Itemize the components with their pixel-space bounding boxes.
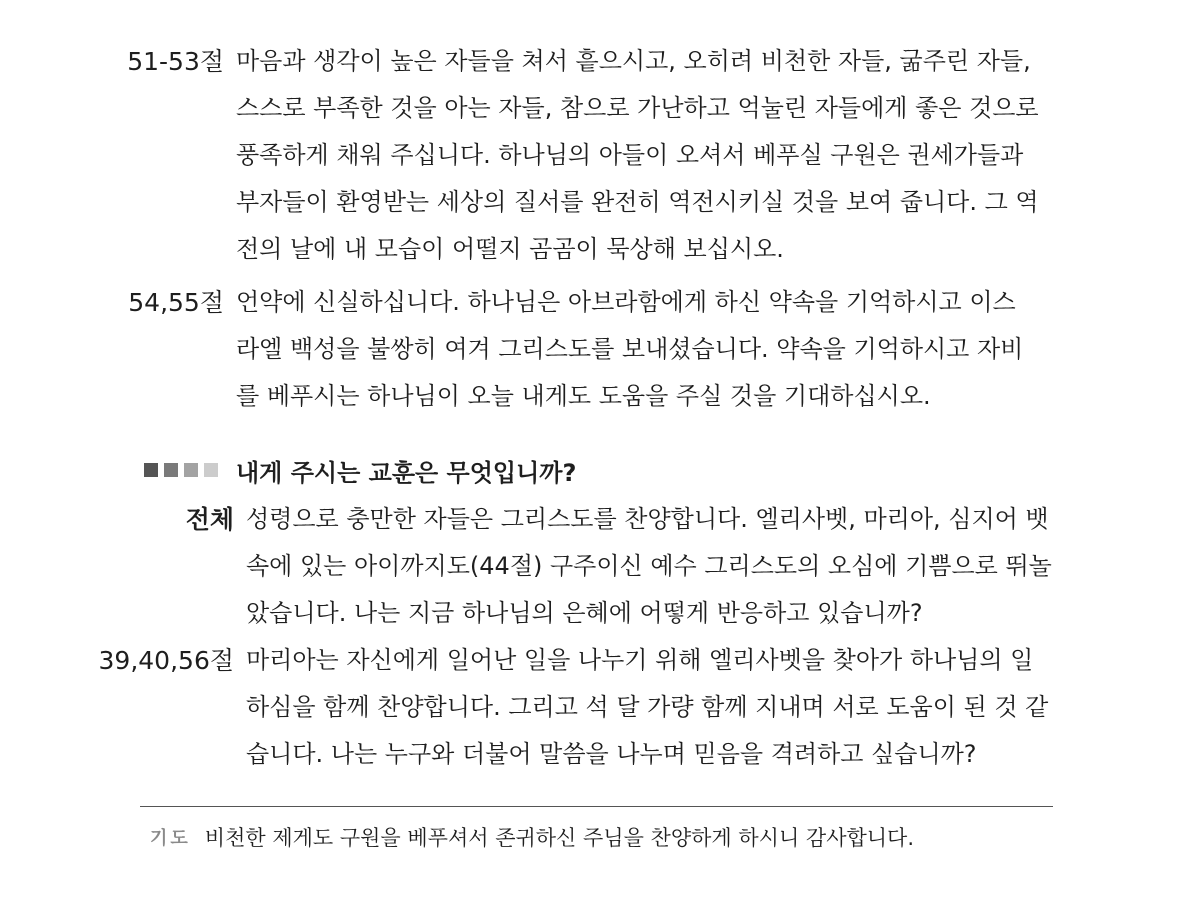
lesson-text: [246, 637, 1048, 778]
lesson-line: 속에 있는 아이까지도(44절) 구주이신 예수 그리스도의 오심에 기쁨으로 뛰놀: [246, 552, 1052, 580]
verse-commentary: [236, 38, 1039, 273]
commentary-line: 언약에 신실하십니다. 하나님은 아브라함에게 하신 약속을 기억하시고 이스: [236, 288, 1016, 316]
verse-reference: 51-53절: [127, 47, 224, 76]
commentary-line: 를 베푸시는 하나님이 오늘 내게도 도움을 주실 것을 기대하십시오.: [236, 382, 931, 410]
prayer-divider: [140, 806, 1053, 807]
lesson-line: 았습니다. 나는 지금 하나님의 은혜에 어떻게 반응하고 있습니까?: [246, 599, 923, 627]
lesson-reference: 39,40,56절: [98, 646, 234, 675]
verse-commentary: [236, 279, 1023, 420]
prayer: [150, 817, 914, 857]
commentary-line: 스스로 부족한 것을 아는 자들, 참으로 가난하고 억눌린 자들에게 좋은 것으로: [236, 94, 1039, 122]
section-heading: [144, 450, 576, 490]
commentary-line: 전의 날에 내 모습이 어떨지 곰곰이 묵상해 보십시오.: [236, 235, 784, 263]
section-heading-text: 내게 주시는 교훈은 무엇입니까?: [236, 458, 577, 487]
commentary-line: 라엘 백성을 불쌍히 여겨 그리스도를 보내셨습니다. 약속을 기억하시고 자비: [236, 335, 1024, 363]
commentary-line: 부자들이 환영받는 세상의 질서를 완전히 역전시키실 것을 보여 줍니다. 그 역: [236, 188, 1039, 216]
lesson-reference: 전체: [185, 505, 234, 534]
lesson-line: 하심을 함께 찬양합니다. 그리고 석 달 가량 함께 지내며 서로 도움이 된 것 같: [246, 693, 1049, 721]
lesson-line: 습니다. 나는 누구와 더불어 말씀을 나누며 믿음을 격려하고 싶습니까?: [246, 740, 977, 768]
lesson-line: 성령으로 충만한 자들은 그리스도를 찬양합니다. 엘리사벳, 마리아, 심지어 뱃: [246, 505, 1049, 533]
verse-reference: 54,55절: [128, 288, 224, 317]
commentary-line: 풍족하게 채워 주십니다. 하나님의 아들이 오셔서 베푸실 구원은 권세가들과: [236, 141, 1024, 169]
prayer-text: 비천한 제게도 구원을 베푸셔서 존귀하신 주님을 찬양하게 하시니 감사합니다.: [204, 826, 915, 850]
lesson-line: 마리아는 자신에게 일어난 일을 나누기 위해 엘리사벳을 찾아가 하나님의 일: [246, 646, 1034, 674]
heading-square-bullets-icon: [144, 463, 224, 477]
lesson-text: [246, 496, 1052, 637]
prayer-label: 기도: [150, 828, 191, 849]
commentary-line: 마음과 생각이 높은 자들을 쳐서 흩으시고, 오히려 비천한 자들, 굶주린 자들,: [236, 47, 1031, 75]
